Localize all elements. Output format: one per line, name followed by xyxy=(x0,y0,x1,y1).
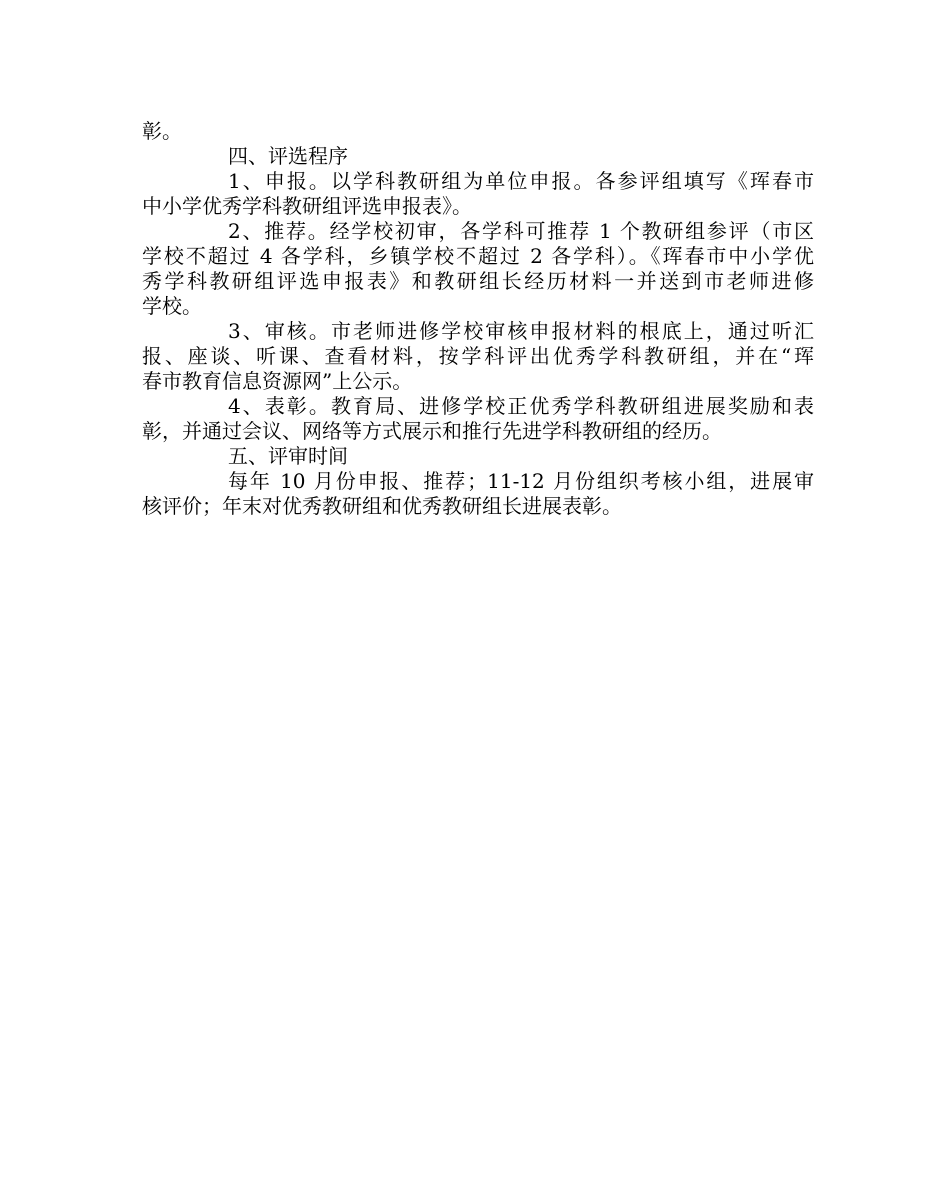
document-body xyxy=(142,119,814,519)
section-heading: 五、评审时间 xyxy=(228,444,348,468)
text-line: 2、推荐。经学校初审，各学科可推荐 1 个教研组参评（市区 xyxy=(228,219,814,243)
text-line: 每年 10 月份申报、推荐；11-12 月份组织考核小组，进展审 xyxy=(228,469,814,493)
text-line: 3、审核。市老师进修学校审核申报材料的根底上，通过听汇 xyxy=(228,319,814,343)
text-line: 春市教育信息资源网”上公示。 xyxy=(142,369,413,393)
text-line: 彰。 xyxy=(142,119,182,143)
text-line: 中小学优秀学科教研组评选申报表》。 xyxy=(142,194,472,218)
section-heading: 四、评选程序 xyxy=(228,144,348,168)
text-line: 秀学科教研组评选申报表》和教研组长经历材料一并送到市老师进修 xyxy=(142,269,814,293)
text-line: 核评价；年末对优秀教研组和优秀教研组长进展表彰。 xyxy=(142,494,622,518)
text-line: 1、申报。以学科教研组为单位申报。各参评组填写《珲春市 xyxy=(228,169,814,193)
text-line: 学校。 xyxy=(142,294,202,318)
text-line: 彰，并通过会议、网络等方式展示和推行先进学科教研组的经历。 xyxy=(142,419,722,443)
text-line: 4、表彰。教育局、进修学校正优秀学科教研组进展奖励和表 xyxy=(228,394,814,418)
text-line: 学校不超过 4 各学科，乡镇学校不超过 2 各学科）。《珲春市中小学优 xyxy=(142,244,814,268)
text-line: 报、座谈、听课、查看材料，按学科评出优秀学科教研组，并在“珲 xyxy=(142,344,814,368)
